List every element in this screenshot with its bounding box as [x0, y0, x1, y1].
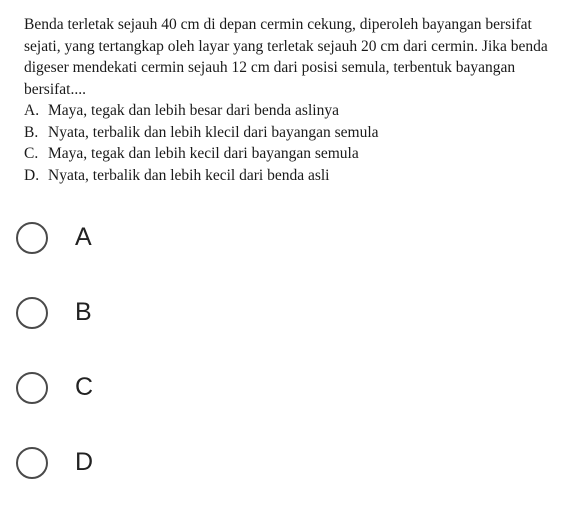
radio-button-a[interactable]	[16, 222, 48, 254]
answer-choice-b[interactable]	[16, 294, 556, 331]
radio-button-d[interactable]	[16, 447, 48, 479]
answer-label-b: B	[75, 298, 92, 326]
option-letter: D.	[24, 166, 40, 184]
answer-label-a: A	[75, 223, 92, 251]
question-option-d	[24, 165, 572, 187]
radio-button-b[interactable]	[16, 297, 48, 329]
answer-choice-c[interactable]	[16, 369, 556, 406]
option-text: Nyata, terbalik dan lebih klecil dari bayangan semula	[48, 123, 379, 141]
option-text: Maya, tegak dan lebih besar dari benda aslinya	[48, 102, 339, 119]
answer-label-c: C	[75, 373, 94, 401]
option-text: Maya, tegak dan lebih kecil dari bayangan semula	[48, 145, 359, 162]
radio-button-c[interactable]	[16, 372, 48, 404]
option-letter: B.	[24, 123, 39, 141]
option-letter: C.	[24, 145, 39, 162]
question-option-b	[24, 122, 572, 144]
question-text: Benda terletak sejauh 40 cm di depan cermin cekung, diperoleh bayangan bersifat sejati, yang tertangkap oleh layar yang terletak sejauh 20 cm dari cermin. Jika benda digeser mendekati cermin sejauh 12 cm dari posisi semula, terbentuk bayangan bersifat....	[24, 16, 548, 98]
question-option-a	[24, 100, 572, 122]
question-option-c	[24, 143, 572, 165]
answer-label-d: D	[75, 448, 94, 476]
option-letter: A.	[24, 102, 40, 119]
answer-choices	[16, 219, 556, 519]
question-block	[24, 14, 572, 186]
option-text: Nyata, terbalik dan lebih kecil dari benda asli	[48, 166, 330, 184]
answer-choice-d[interactable]	[16, 444, 556, 481]
answer-choice-a[interactable]	[16, 219, 556, 256]
